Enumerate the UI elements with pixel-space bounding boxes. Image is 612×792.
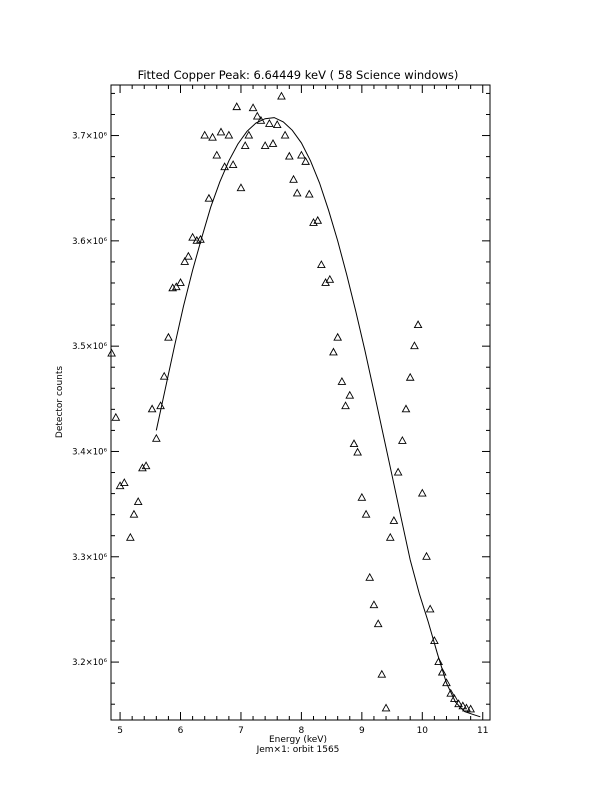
data-point [165,334,172,341]
data-point [330,348,337,355]
data-point [407,374,414,381]
y-tick-label: 3.3×10⁶ [72,552,107,563]
data-point [217,128,224,135]
y-tick-label: 3.2×10⁶ [72,658,107,669]
data-point [298,152,305,159]
data-point [375,620,382,627]
data-point [161,373,168,380]
data-point [378,671,385,678]
data-point [135,498,142,505]
data-point [395,469,402,476]
data-point [130,511,137,518]
data-point [362,511,369,518]
y-tick-label: 3.7×10⁶ [72,131,107,142]
data-point [225,132,232,139]
data-point [249,104,256,111]
fit-curve [156,118,480,717]
data-point [354,449,361,456]
data-point [274,121,281,128]
data-point [266,120,273,127]
data-point [366,574,373,581]
x-tick-label: 9 [358,726,365,736]
data-point [157,402,164,409]
data-point [242,142,249,149]
data-point [278,93,285,100]
y-axis-label: Detector counts [55,365,65,439]
data-points [108,93,474,712]
data-point [334,334,341,341]
data-point [414,321,421,328]
data-point [387,534,394,541]
chart-title: Fitted Copper Peak: 6.64449 keV ( 58 Science windows) [137,68,459,82]
data-point [294,189,301,196]
data-point [153,435,160,442]
data-point [342,402,349,409]
data-point [423,553,430,560]
y-tick-label: 3.6×10⁶ [72,236,107,247]
plot-frame [111,85,490,720]
data-point [382,704,389,711]
data-point [338,378,345,385]
data-point [269,140,276,147]
data-point [262,142,269,149]
data-point [149,405,156,412]
data-point [358,494,365,501]
data-point [411,342,418,349]
data-point [306,191,313,198]
data-point [302,158,309,165]
data-point [112,414,119,421]
data-point [318,261,325,268]
y-axis-ticks [72,93,490,704]
data-point [213,152,220,159]
data-point [177,279,184,286]
data-point [419,490,426,497]
data-point [370,601,377,608]
data-point [230,161,237,168]
data-point [390,517,397,524]
data-point [127,534,134,541]
data-point [281,132,288,139]
chart-subtitle: Jem×1: orbit 1565 [256,745,340,755]
data-point [205,195,212,202]
data-point [399,437,406,444]
data-point [350,440,357,447]
x-tick-label: 5 [117,726,123,736]
data-point [139,464,146,471]
data-point [290,176,297,183]
data-point [286,153,293,160]
x-tick-label: 7 [238,726,244,736]
data-point [185,253,192,260]
x-tick-label: 8 [298,726,305,736]
x-axis-label: Energy (keV) [269,735,327,745]
x-tick-label: 11 [477,726,489,736]
data-point [209,134,216,141]
y-tick-label: 3.5×10⁶ [72,342,107,353]
y-tick-label: 3.4×10⁶ [72,447,107,458]
data-point [201,132,208,139]
data-point [108,350,115,357]
data-point [233,103,240,110]
data-point [402,405,409,412]
x-tick-label: 10 [416,726,429,736]
data-point [237,184,244,191]
x-tick-label: 6 [177,726,184,736]
data-point [427,605,434,612]
data-point [346,392,353,399]
